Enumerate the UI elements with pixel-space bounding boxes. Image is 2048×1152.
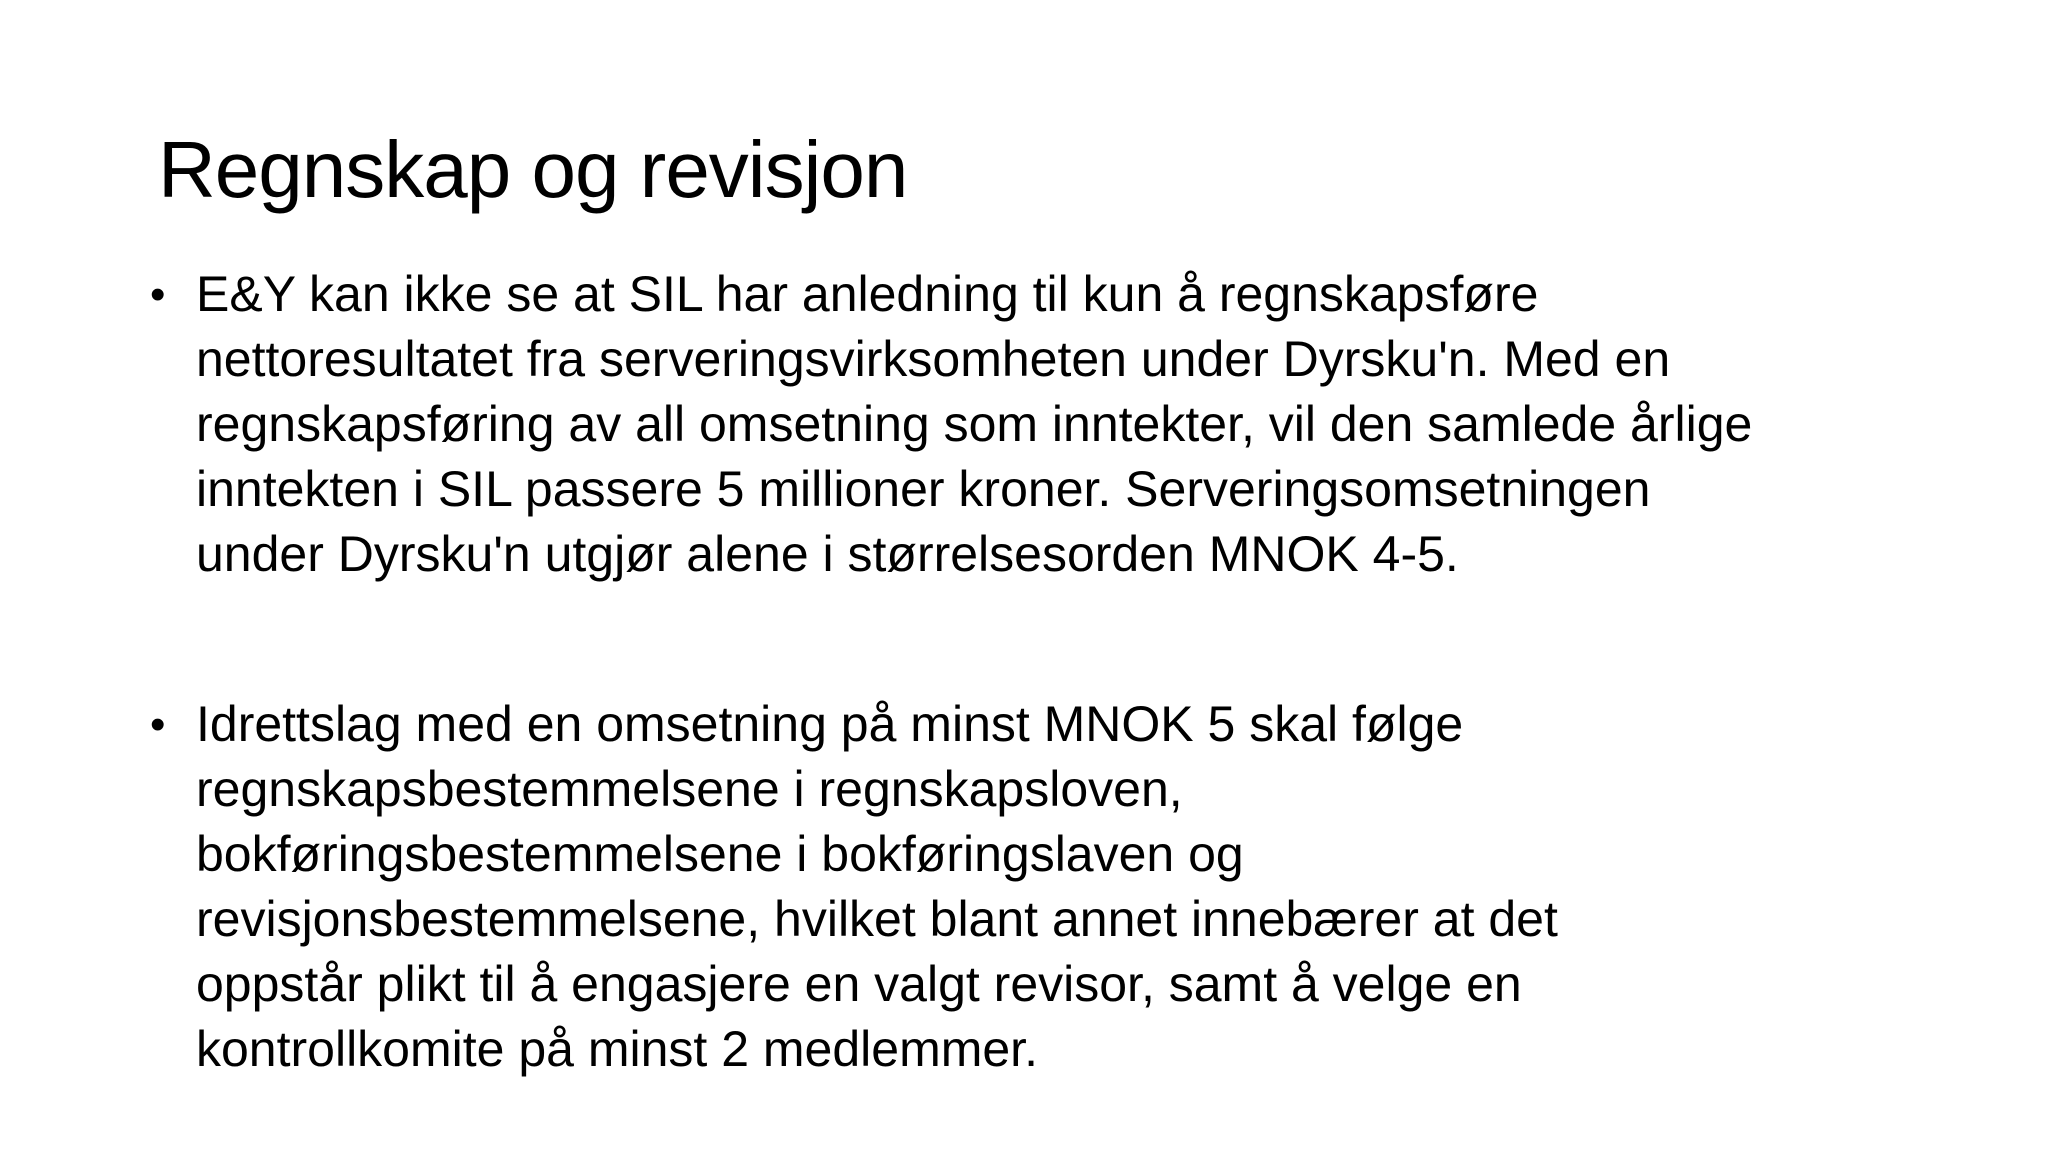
bullet-list <box>150 262 1910 1082</box>
slide-title: Regnskap og revisjon <box>158 125 908 214</box>
bullet-text <box>196 262 1910 587</box>
bullet-line: kontrollkomite på minst 2 medlemmer. <box>196 1021 1038 1077</box>
bullet-icon: • <box>150 700 166 749</box>
bullet-line: bokføringsbestemmelsene i bokføringslaven og <box>196 826 1244 882</box>
bullet-line: regnskapsbestemmelsene i regnskapsloven, <box>196 761 1183 817</box>
bullet-line: nettoresultatet fra serveringsvirksomheten under Dyrsku'n. Med en <box>196 331 1671 387</box>
bullet-line: under Dyrsku'n utgjør alene i størrelsesorden MNOK 4-5. <box>196 526 1459 582</box>
bullet-item-audit <box>150 692 1910 1082</box>
bullet-line: inntekten i SIL passere 5 millioner kroner. Serveringsomsetningen <box>196 461 1651 517</box>
bullet-line: revisjonsbestemmelsene, hvilket blant annet innebærer at det <box>196 891 1558 947</box>
bullet-text <box>196 692 1910 1082</box>
bullet-line: E&Y kan ikke se at SIL har anledning til kun å regnskapsføre <box>196 266 1539 322</box>
bullet-line: Idrettslag med en omsetning på minst MNOK 5 skal følge <box>196 696 1464 752</box>
bullet-line: regnskapsføring av all omsetning som inntekter, vil den samlede årlige <box>196 396 1753 452</box>
bullet-icon: • <box>150 270 166 319</box>
bullet-item-accounting <box>150 262 1910 587</box>
bullet-line: oppstår plikt til å engasjere en valgt revisor, samt å velge en <box>196 956 1522 1012</box>
